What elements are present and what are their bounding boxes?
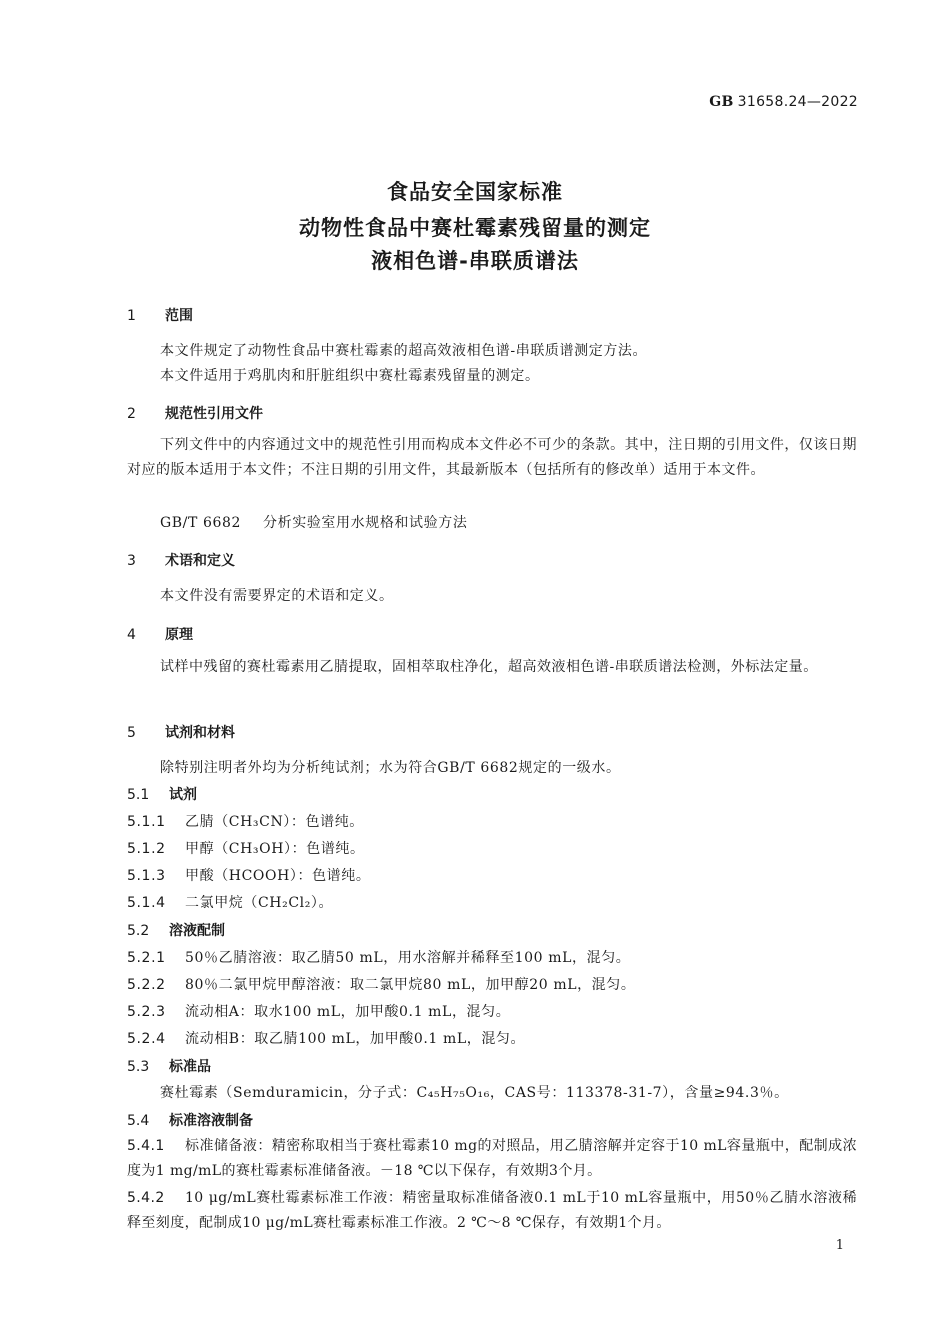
paragraph: 本文件适用于鸡肌肉和肝脏组织中赛杜霉素残留量的测定。 — [160, 368, 540, 384]
list-item: 5.1.4 二氯甲烷（CH₂Cl₂）。 — [127, 895, 334, 911]
paragraph: 试样中残留的赛杜霉素用乙腈提取，固相萃取柱净化，超高效液相色谱-串联质谱法检测，外标法定量。 — [160, 659, 818, 675]
list-item: 5.2.4 流动相B：取乙腈100 mL，加甲酸0.1 mL，混匀。 — [127, 1031, 526, 1047]
section-heading-2: 2 规范性引用文件 — [127, 406, 263, 422]
section-heading-5: 5 试剂和材料 — [127, 725, 235, 741]
section-heading-1: 1 范围 — [127, 308, 193, 324]
standard-code: 31658.24—2022 — [737, 94, 858, 110]
paragraph: 赛杜霉素（Semduramicin，分子式：C₄₅H₇₅O₁₆，CAS号：113378-31-7），含量≥94.3％。 — [160, 1085, 789, 1101]
page-number: 1 — [835, 1238, 844, 1253]
list-item: 5.1.1 乙腈（CH₃CN）：色谱纯。 — [127, 814, 364, 830]
list-item: 5.2.3 流动相A：取水100 mL，加甲酸0.1 mL，混匀。 — [127, 1004, 511, 1020]
paragraph: 本文件规定了动物性食品中赛杜霉素的超高效液相色谱-串联质谱测定方法。 — [160, 343, 648, 359]
section-heading-3: 3 术语和定义 — [127, 553, 235, 569]
subsection-heading-5-2: 5.2 溶液配制 — [127, 923, 225, 939]
subsection-heading-5-4: 5.4 标准溶液制备 — [127, 1113, 253, 1129]
list-item: 5.2.2 80％二氯甲烷甲醇溶液：取二氯甲烷80 mL，加甲醇20 mL，混匀。 — [127, 977, 636, 993]
list-item: 5.2.1 50％乙腈溶液：取乙腈50 mL，用水溶解并稀释至100 mL，混匀。 — [127, 950, 631, 966]
paragraph: 本文件没有需要界定的术语和定义。 — [160, 588, 394, 604]
standard-prefix: GB — [709, 94, 734, 110]
list-item: 5.1.3 甲酸（HCOOH）：色谱纯。 — [127, 868, 371, 884]
subsection-heading-5-1: 5.1 试剂 — [127, 787, 197, 803]
normative-reference: GB/T 6682 分析实验室用水规格和试验方法 — [160, 515, 468, 531]
paragraph: 下列文件中的内容通过文中的规范性引用而构成本文件必不可少的条款。其中，注日期的引用文件，仅该日期对应的版本适用于本文件；不注日期的引用文件，其最新版本（包括所有的修改单）适用于本文件。 — [127, 437, 857, 478]
doc-title-line-3: 液相色谱-串联质谱法 — [371, 249, 579, 273]
list-item: 5.1.2 甲醇（CH₃OH）：色谱纯。 — [127, 841, 365, 857]
section-heading-4: 4 原理 — [127, 627, 193, 643]
subsection-heading-5-3: 5.3 标准品 — [127, 1059, 211, 1075]
doc-title-line-2: 动物性食品中赛杜霉素残留量的测定 — [299, 216, 651, 240]
list-item: 5.4.2 10 μg/mL赛杜霉素标准工作液：精密量取标准储备液0.1 mL于10 mL容量瓶中，用50％乙腈水溶液稀释至刻度，配制成10 μg/mL赛杜霉素标准工作液。2 ℃～8 ℃保存，有效期1个月。 — [127, 1190, 857, 1231]
paragraph: 除特别注明者外均为分析纯试剂；水为符合GB/T 6682规定的一级水。 — [160, 760, 621, 776]
list-item: 5.4.1 标准储备液：精密称取相当于赛杜霉素10 mg的对照品，用乙腈溶解并定容于10 mL容量瓶中，配制成浓度为1 mg/mL的赛杜霉素标准储备液。－18 ℃以下保存，有效期3个月。 — [127, 1138, 857, 1179]
doc-title-line-1: 食品安全国家标准 — [387, 180, 563, 204]
standard-number — [709, 94, 858, 110]
